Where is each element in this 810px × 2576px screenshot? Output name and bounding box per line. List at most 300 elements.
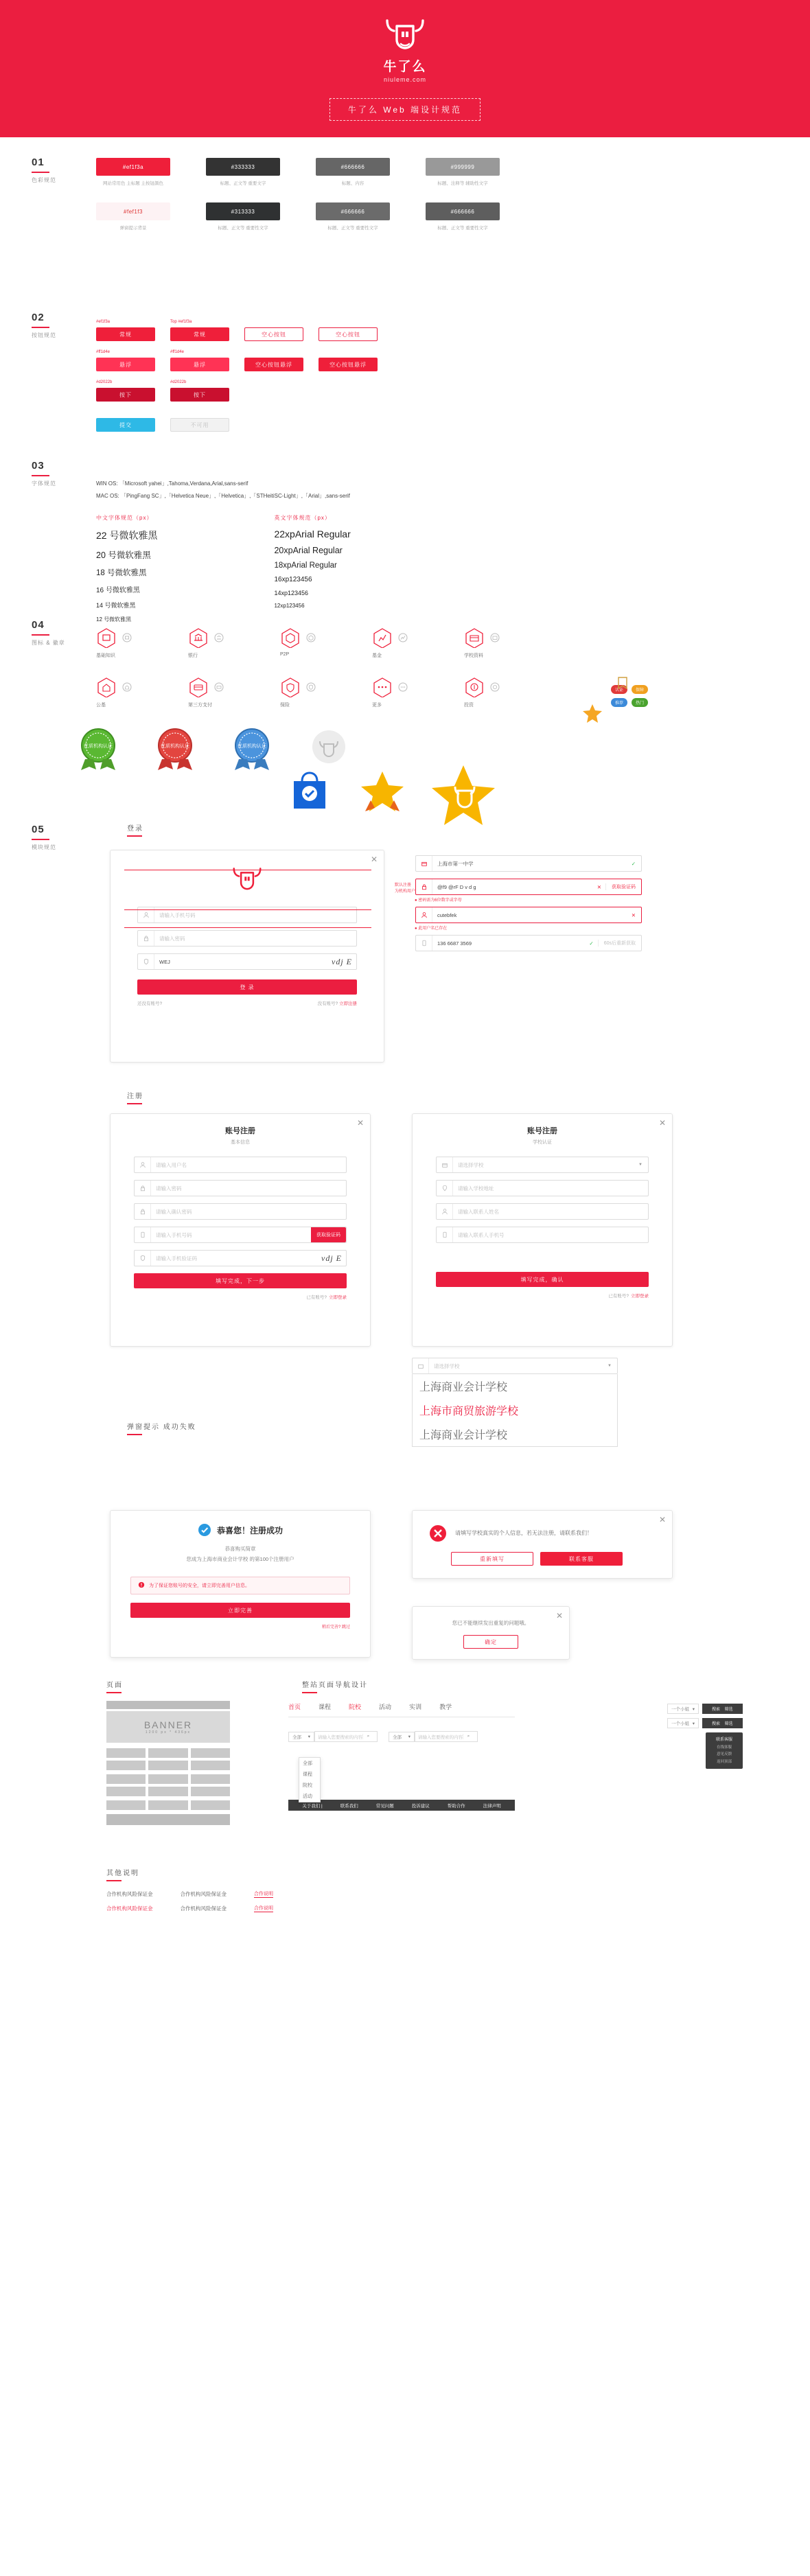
section-typography	[0, 460, 810, 623]
type-sample: 20xpArial Regular	[274, 546, 343, 556]
color-palette	[0, 137, 810, 232]
login-logo	[111, 850, 384, 893]
color-swatch-item	[96, 158, 170, 187]
swatch-desc: 标题、正文等 重要性文字	[218, 226, 268, 231]
section-colors	[0, 137, 810, 302]
side-service-panel	[706, 1732, 743, 1769]
typography-spec	[0, 460, 810, 629]
star-icon	[582, 703, 603, 723]
button-tag: #ff1d4e	[170, 350, 184, 354]
success-dialog	[110, 1510, 371, 1658]
deposit-a: 合作机构风险保证金	[106, 1891, 153, 1897]
dropdown-input-value: 请选择学校	[434, 1362, 460, 1369]
section-05-number: 05	[32, 824, 45, 835]
close-icon[interactable]: ✕	[597, 883, 601, 890]
button-tag: Top #ef1f3a	[170, 320, 192, 324]
icon-label: 学校资料	[464, 653, 483, 658]
section-05-rule	[32, 839, 49, 840]
type-sample: 14 号微软雅黑	[96, 602, 136, 610]
footer-link[interactable]: 投诉建议	[411, 1803, 430, 1809]
error-actions	[413, 1542, 672, 1566]
school-select-field[interactable]	[436, 1157, 649, 1173]
subsection-dialog-title: 弹窗提示 成功失败	[127, 1421, 196, 1435]
success-check-icon	[198, 1523, 211, 1537]
nav-item-course[interactable]: 课程	[319, 1704, 332, 1710]
register-username-placeholder: 请输入用户名	[156, 1161, 187, 1168]
color-swatch-item	[96, 202, 170, 232]
nav-item-school[interactable]: 院校	[349, 1704, 362, 1710]
close-icon[interactable]: ✕	[658, 1515, 666, 1524]
book-hex-icon	[96, 627, 117, 648]
ghost-button[interactable]: 空心按钮	[319, 327, 378, 341]
bank-hex-icon	[188, 627, 209, 648]
info-ok-button[interactable]: 确定	[463, 1635, 518, 1649]
count-select[interactable]	[667, 1704, 699, 1714]
register-code-field[interactable]	[134, 1250, 347, 1266]
medal-cluster	[288, 769, 331, 816]
dropdown-item-active[interactable]: 上海市商贸旅游学校	[419, 1406, 519, 1417]
validation-school-value: 上海市第一中学	[437, 860, 474, 867]
color-row-primary	[96, 158, 810, 187]
lock-icon	[416, 879, 432, 894]
register-password-field[interactable]	[134, 1180, 347, 1196]
swatch-desc: 标题、注释等 辅助性文字	[437, 181, 488, 186]
subsection-login-title: 登录	[127, 822, 143, 837]
login-submit-button[interactable]: 登 录	[137, 979, 357, 995]
primary-button-pressed[interactable]: 按下	[170, 388, 229, 402]
wireframe-banner	[106, 1711, 230, 1743]
logo-subtext: niuleme.com	[383, 76, 427, 83]
svg-text:优质机构认证: 优质机构认证	[84, 744, 113, 749]
color-swatch-item	[316, 158, 390, 187]
primary-button-pressed[interactable]: 按下	[96, 388, 155, 402]
badge-gray-logo	[299, 726, 358, 771]
school-address-field[interactable]	[436, 1180, 649, 1196]
resend-timer: 60s后重新获取	[598, 940, 641, 947]
chevron-down-icon: ▾	[408, 1734, 410, 1739]
section-dialogs	[0, 1503, 810, 1675]
login-foot-right: 没有账号? 立即注册	[317, 1001, 357, 1006]
school-contact-placeholder: 请输入联系人姓名	[458, 1208, 499, 1215]
side-widgets	[667, 1704, 777, 1769]
swatch: #666666	[426, 202, 500, 220]
get-code-button[interactable]: 获取验证码	[311, 1227, 346, 1242]
ghost-button-hover[interactable]: 空心按钮悬浮	[319, 358, 378, 371]
swatch: #ef1f3a	[96, 158, 170, 176]
certification-badges	[0, 726, 810, 771]
section-04-rule	[32, 634, 49, 636]
type-sample: 18xpArial Regular	[274, 561, 337, 570]
dropdown-item[interactable]: 院校	[303, 1783, 312, 1788]
register-username-field[interactable]	[134, 1157, 347, 1173]
svg-text:优质机构认证: 优质机构认证	[161, 744, 189, 749]
footer-link[interactable]: 常见问题	[375, 1803, 394, 1809]
search-scope-dropdown	[299, 1757, 321, 1802]
primary-button[interactable]: 常规	[96, 327, 155, 341]
swatch-desc: 弹窗提示背景	[119, 226, 147, 231]
register-basic-title: 账号注册	[225, 1127, 255, 1135]
error-icon	[429, 1524, 447, 1542]
typography-cn-head: 中文字体规范（px）	[96, 515, 153, 522]
wireframe-header	[106, 1701, 230, 1709]
button-cell	[244, 320, 303, 341]
count-select-2[interactable]	[667, 1718, 699, 1728]
primary-button[interactable]: 常规	[170, 327, 229, 341]
icon-cell-insurance	[280, 677, 329, 708]
register-school-dialog	[412, 1113, 673, 1347]
tag-cluster	[611, 685, 728, 707]
side-service-item[interactable]: 返回顶部	[716, 1759, 732, 1764]
chevron-down-icon: ▾	[692, 1721, 695, 1726]
button-tag	[244, 320, 303, 325]
register-code-placeholder: 请输入手机验证码	[156, 1255, 197, 1262]
hero-banner	[0, 0, 810, 137]
icon-cell-invest	[464, 677, 513, 708]
success-line-1: 恭喜购买简章	[224, 1546, 256, 1552]
register-school-footer	[436, 1292, 649, 1299]
dropdown-item[interactable]: 上海商业会计学校	[419, 1430, 508, 1441]
phone-icon	[437, 1227, 453, 1242]
deposit-b: 合作机构风险保证金	[180, 1891, 227, 1897]
register-basic-sub: 基本信息	[231, 1140, 250, 1145]
logo-icon	[383, 16, 427, 54]
button-cell	[319, 320, 378, 341]
success-footer	[130, 1623, 350, 1629]
warning-icon	[138, 1581, 145, 1590]
wireframe-grid-2	[106, 1774, 230, 1796]
register-foot-label: 已有账号?	[306, 1295, 327, 1300]
phone-icon	[416, 936, 432, 951]
nav-mock-label: 整站页面导航设计	[302, 1682, 368, 1689]
type-sample: 20 号微软雅黑	[96, 550, 151, 561]
rewrite-button[interactable]: 重新填写	[451, 1552, 533, 1566]
login-password-field[interactable]	[137, 930, 357, 947]
deposit-link[interactable]: 合作说明	[254, 1906, 273, 1911]
button-tag: #d2022b	[170, 380, 187, 384]
search-scope-select-2[interactable]	[389, 1732, 415, 1742]
footer-link[interactable]: 法律声明	[483, 1803, 501, 1809]
subsection-deposit-title	[106, 1867, 139, 1881]
section-page-mock	[0, 1675, 810, 1867]
register-school-title: 账号注册	[527, 1127, 557, 1135]
school-circle-icon	[490, 633, 500, 642]
swatch: #333333	[206, 158, 280, 176]
button-cell	[170, 350, 229, 371]
side-bar-dark-2: 搜索 筛选	[702, 1718, 743, 1728]
button-cell	[96, 350, 155, 371]
validation-password-field[interactable]	[415, 879, 642, 895]
validation-phone-value: 136 6687 3569	[437, 940, 472, 947]
school-contact-field[interactable]	[436, 1203, 649, 1220]
close-icon[interactable]: ✕	[370, 855, 378, 864]
chevron-down-icon: ▾	[692, 1706, 695, 1712]
register-school-sub: 学校认证	[533, 1140, 552, 1145]
p2p-hex-icon	[280, 627, 301, 648]
p2p-circle-icon	[306, 633, 316, 642]
banner-label: BANNER	[143, 1719, 193, 1730]
lock-icon	[138, 931, 154, 946]
search-scope-select[interactable]	[288, 1732, 314, 1742]
icon-row-1	[96, 627, 810, 659]
button-cell	[170, 320, 229, 341]
swatch-desc: 网站常用色 主标题 主按钮颜色	[102, 181, 164, 186]
button-row-normal	[96, 320, 810, 341]
verified-bag-icon	[288, 769, 331, 813]
register-confirm-field[interactable]	[134, 1203, 347, 1220]
section-02-rule	[32, 327, 49, 328]
badge-green	[69, 726, 128, 771]
font-stack-mac: MAC OS: 「PingFang SC」,「Helvetica Neue」,「Helvetica」,「STHeitiSC-Light」,「Arial」,sans-serif	[96, 492, 350, 499]
deposit-a: 合作机构风险保证金	[106, 1905, 153, 1912]
error-dialog	[412, 1510, 673, 1579]
user-icon	[416, 907, 432, 923]
section-05-label: 模块规范	[32, 844, 56, 850]
button-cell	[96, 410, 155, 432]
type-sample: 14xp123456	[274, 590, 309, 597]
button-tag: #ff1d4e	[96, 350, 110, 354]
color-swatch-item	[206, 202, 280, 232]
wireframe-grid-1	[106, 1748, 230, 1770]
check-icon: ✓	[589, 940, 594, 947]
footer-link[interactable]: 联系我们	[340, 1803, 358, 1809]
user-icon	[437, 1204, 453, 1219]
icon-label: 保险	[280, 703, 290, 708]
info-text: 您已不能继续发出重复的问题哦。	[452, 1620, 530, 1626]
close-icon[interactable]: ✕	[631, 912, 636, 918]
contact-support-button[interactable]: 联系客服	[540, 1552, 623, 1566]
ghost-button[interactable]: 空心按钮	[244, 327, 303, 341]
icon-label: 投资	[464, 703, 474, 708]
tag-badge: 认证	[611, 685, 627, 694]
password-hint: ● 密码需为6位数字或字母	[415, 898, 462, 903]
swatch-desc: 标题、正文等 重要性文字	[437, 226, 488, 231]
register-link[interactable]: 立即注册	[339, 1001, 357, 1006]
type-sample: 22xpArial Regular	[274, 529, 351, 540]
deposit-b: 合作机构风险保证金	[180, 1905, 227, 1912]
chevron-down-icon[interactable]: ▼	[638, 1163, 643, 1167]
dropdown-item[interactable]: 活动	[303, 1794, 312, 1799]
dropdown-item[interactable]: 全部	[303, 1761, 312, 1766]
search-placeholder-1: 请输入您要搜索的内容	[318, 1734, 362, 1740]
search-scope-value-2: 全部	[393, 1734, 402, 1740]
side-service-item[interactable]: 在线客服	[716, 1745, 732, 1750]
section-01-number: 01	[32, 156, 45, 168]
footer-link[interactable]: 帮助合作	[447, 1803, 465, 1809]
swatch: #fef1f3	[96, 202, 170, 220]
success-warning	[130, 1577, 350, 1594]
wireframe-footer	[106, 1814, 230, 1825]
section-03-label: 字体规范	[32, 480, 56, 487]
button-tag	[244, 350, 303, 356]
login-dialog	[110, 850, 384, 1063]
section-modules	[0, 817, 810, 1503]
tag-badge: 保障	[632, 685, 648, 694]
login-foot-left: 还没有账号?	[137, 1001, 163, 1006]
register-next-button[interactable]: 填写完成，下一步	[134, 1273, 347, 1288]
icon-label: 第三方支付	[188, 703, 212, 708]
primary-button-hover[interactable]: 悬浮	[96, 358, 155, 371]
school-phone-field[interactable]	[436, 1227, 649, 1243]
school-dropdown-sample	[412, 1358, 618, 1447]
type-sample: 12xp123456	[274, 603, 305, 610]
typography-en-list	[274, 529, 350, 609]
button-row-state	[96, 410, 810, 432]
chevron-down-icon[interactable]: ▼	[608, 1364, 612, 1368]
section-01-label: 色彩规范	[32, 177, 56, 183]
shield-icon	[138, 954, 154, 969]
count-select-value-2: 一个小姐	[671, 1721, 689, 1726]
login-phone-value: 请输入手机号码	[159, 912, 196, 918]
icon-cell-bank	[188, 627, 238, 659]
section-04-head	[32, 619, 65, 647]
close-icon[interactable]: ✕	[555, 1611, 563, 1621]
search-input-1[interactable]	[314, 1731, 378, 1742]
icon-cell-p2p	[280, 627, 329, 659]
button-row-hover	[96, 350, 810, 371]
ghost-button-hover[interactable]: 空心按钮悬浮	[244, 358, 303, 371]
section-03-rule	[32, 475, 49, 476]
search-row	[288, 1731, 515, 1742]
button-tag	[170, 410, 229, 416]
school-icon	[437, 1157, 453, 1172]
section-03-head	[32, 460, 56, 487]
login-password-value: 请输入密码	[159, 935, 185, 942]
type-sample: 22 号微软雅黑	[96, 530, 158, 542]
icon-label: 公基	[96, 703, 106, 708]
svg-text:优质机构认证: 优质机构认证	[238, 744, 266, 749]
complete-profile-button[interactable]: 立即完善	[130, 1603, 350, 1618]
success-line-2: 您成为上海市商业会计学校 的第100个注册用户	[186, 1556, 294, 1562]
login-captcha-field[interactable]	[137, 953, 357, 970]
button-row-pressed	[96, 380, 810, 402]
school-address-placeholder: 请输入学校地址	[458, 1185, 494, 1192]
lock-icon	[135, 1181, 151, 1196]
shield-icon	[135, 1251, 151, 1266]
disabled-button: 不可用	[170, 418, 229, 432]
swatch-desc: 标题、正文等 重要文字	[220, 181, 266, 186]
fund-circle-icon	[398, 633, 408, 642]
icon-cell-basics	[96, 627, 146, 659]
side-service-title[interactable]: 联系客服	[715, 1738, 732, 1742]
icon-label: 银行	[188, 653, 198, 658]
get-code-button[interactable]: 获取验证码	[605, 883, 641, 890]
captcha-image[interactable]: vdj E	[332, 956, 352, 966]
nav-item-activity[interactable]: 实训	[409, 1704, 422, 1710]
school-icon	[416, 856, 432, 871]
dropdown-item[interactable]: 上海商业会计学校	[419, 1382, 508, 1393]
page-mock-label: 页面	[106, 1682, 123, 1689]
info-dialog	[412, 1606, 570, 1660]
register-password-placeholder: 请输入密码	[156, 1185, 182, 1192]
validation-password-value: @f9 @rF D v d g	[437, 883, 476, 890]
success-foot-link[interactable]: 稍后完善? 跳过	[321, 1625, 350, 1629]
login-link[interactable]: 立即登录	[329, 1295, 347, 1300]
typography-en-head: 英文字体规范（px）	[274, 515, 331, 522]
deposit-link[interactable]: 合作说明	[254, 1892, 273, 1896]
school-icon	[413, 1358, 429, 1373]
success-title: 恭喜您！注册成功	[216, 1525, 283, 1535]
section-icons	[0, 611, 810, 817]
user-icon	[135, 1157, 151, 1172]
error-header	[413, 1511, 672, 1542]
house-hex-icon	[96, 677, 117, 697]
validation-username-value: cutebfek	[437, 912, 457, 918]
captcha-image[interactable]: vdj E	[321, 1253, 342, 1263]
button-cell	[170, 410, 229, 432]
more-circle-icon	[398, 682, 408, 692]
login-link[interactable]: 立即登录	[631, 1294, 649, 1299]
section-01-rule	[32, 172, 49, 173]
success-warning-text: 为了保证您账号的安全，请立即完善用户信息。	[149, 1583, 250, 1588]
search-icon[interactable]: ⌕	[463, 1734, 474, 1739]
username-hint: ● 此用户名已存在	[415, 927, 448, 931]
badge-red	[146, 726, 205, 771]
shield-circle-icon	[306, 682, 316, 692]
count-select-value: 一个小姐	[671, 1707, 689, 1712]
search-input-2[interactable]	[415, 1731, 478, 1742]
main-nav	[288, 1702, 515, 1711]
section-04-number: 04	[32, 619, 45, 631]
fund-hex-icon	[372, 627, 393, 648]
success-header	[111, 1511, 370, 1537]
nav-item-home[interactable]: 首页	[288, 1704, 301, 1710]
validation-school-field[interactable]	[415, 855, 642, 872]
wireframe-grid-3	[106, 1800, 230, 1810]
primary-button-hover[interactable]: 悬浮	[170, 358, 229, 371]
invest-hex-icon	[464, 677, 485, 697]
dropdown-input[interactable]	[412, 1358, 618, 1374]
nav-item-campus[interactable]: 活动	[379, 1704, 392, 1710]
button-cell	[96, 380, 155, 402]
button-tag	[319, 320, 378, 325]
button-cell	[96, 320, 155, 341]
color-row-secondary	[96, 202, 810, 232]
icon-cell-fund	[372, 627, 421, 659]
section-buttons	[0, 302, 810, 460]
register-confirm-button[interactable]: 填写完成，确认	[436, 1272, 649, 1287]
button-cell	[170, 380, 229, 402]
validation-phone-field[interactable]	[415, 935, 642, 951]
validation-states	[412, 855, 645, 958]
chevron-down-icon: ▾	[308, 1734, 310, 1739]
button-tag	[319, 350, 378, 356]
section-05-head	[32, 824, 56, 851]
footer-link[interactable]: 关于我们 |	[302, 1803, 323, 1809]
subsection-page-title	[106, 1679, 123, 1693]
icon-label: 基金	[372, 653, 382, 658]
phone-icon	[135, 1227, 151, 1242]
badge-blue	[222, 726, 281, 771]
register-phone-field[interactable]	[134, 1227, 347, 1243]
validation-username-field[interactable]	[415, 907, 642, 923]
register-phone-placeholder: 请输入手机号码	[156, 1231, 192, 1238]
close-icon[interactable]: ✕	[658, 1118, 666, 1128]
search-icon[interactable]: ⌕	[362, 1734, 373, 1739]
close-icon[interactable]: ✕	[356, 1118, 364, 1128]
invest-circle-icon	[490, 682, 500, 692]
icon-cell-school	[464, 627, 513, 659]
type-sample: 16 号微软雅黑	[96, 587, 140, 595]
button-tag: #ef1f3a	[96, 320, 111, 324]
side-service-item[interactable]: 意见反馈	[716, 1752, 732, 1757]
nav-item-training[interactable]: 教学	[439, 1704, 452, 1710]
type-sample: 16xp123456	[274, 576, 312, 584]
dropdown-item[interactable]: 课程	[303, 1772, 312, 1777]
submit-button[interactable]: 提交	[96, 418, 155, 432]
section-03-number: 03	[32, 460, 45, 472]
subsection-register-title: 注册	[127, 1090, 143, 1104]
success-body	[111, 1544, 370, 1564]
